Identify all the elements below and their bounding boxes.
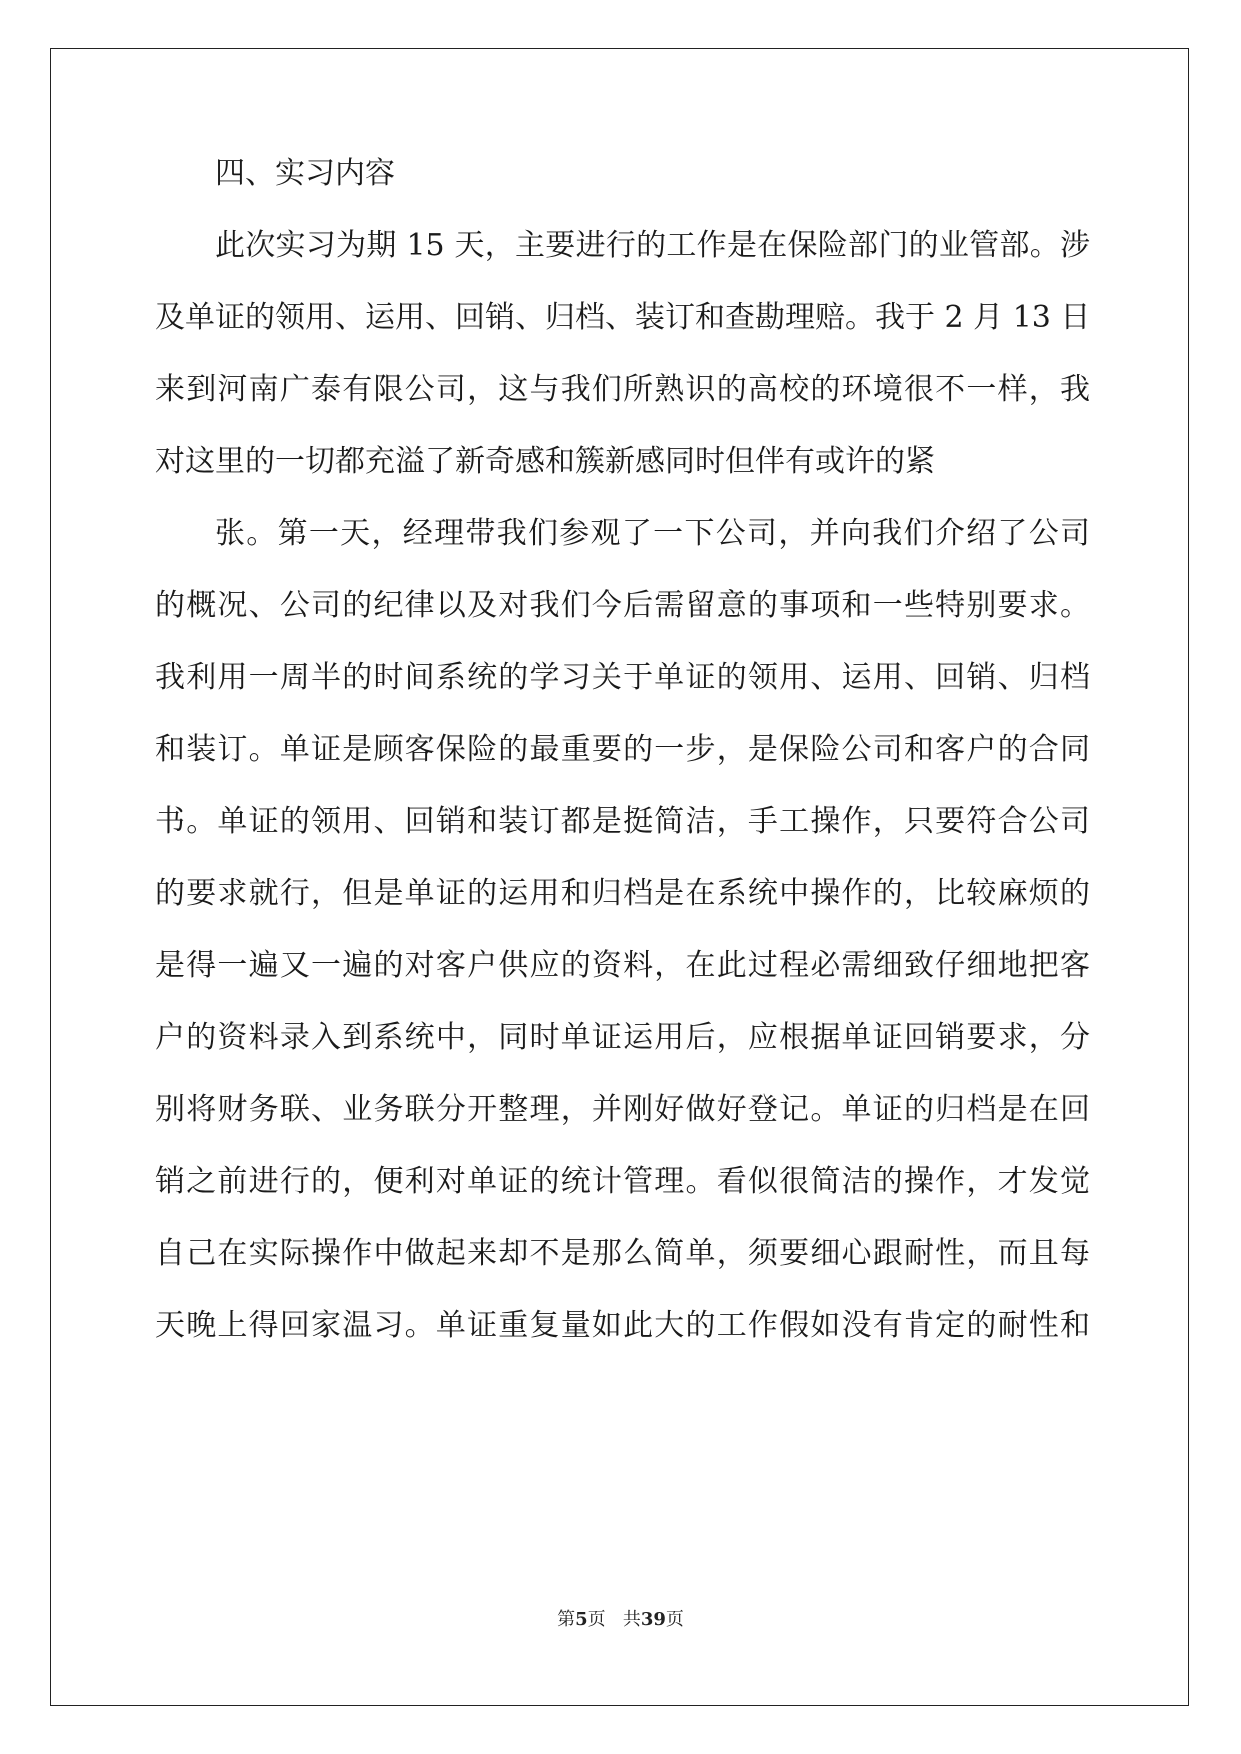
paragraph-line-text: 张。第一天，经理带我们参观了一下公司，并向我们介绍了公司	[215, 516, 1090, 551]
paragraph-line	[0, 946, 1241, 986]
paragraph-line-text: 及单证的领用、运用、回销、归档、装订和查勘理赔。我于 2 月 13 日	[155, 300, 1091, 335]
page-footer	[0, 1608, 1241, 1632]
paragraph-line	[0, 1090, 1241, 1130]
paragraph-line-text: 销之前进行的，便利对单证的统计管理。看似很简洁的操作，才发觉	[155, 1164, 1090, 1199]
footer-page-unit: 页	[587, 1609, 606, 1630]
paragraph-line	[0, 1162, 1241, 1202]
footer-page-prefix: 第	[557, 1609, 576, 1630]
paragraph-line	[0, 370, 1241, 410]
paragraph-line-text: 是得一遍又一遍的对客户供应的资料，在此过程必需细致仔细地把客	[155, 948, 1090, 983]
paragraph-line-text: 别将财务联、业务联分开整理，并刚好做好登记。单证的归档是在回	[155, 1092, 1090, 1127]
footer-page-number: 5	[575, 1609, 588, 1630]
paragraph-line-text: 的要求就行，但是单证的运用和归档是在系统中操作的，比较麻烦的	[155, 876, 1090, 911]
paragraph-line	[0, 586, 1241, 626]
paragraph-line	[0, 802, 1241, 842]
section-heading-row	[0, 154, 1241, 194]
paragraph-line	[0, 298, 1241, 338]
paragraph-line-text: 对这里的一切都充溢了新奇感和簇新感同时但伴有或许的紧	[155, 444, 935, 479]
footer-total-pages: 39	[640, 1609, 666, 1630]
footer-total-prefix: 共	[622, 1609, 641, 1630]
paragraph-line	[0, 1306, 1241, 1346]
paragraph-line	[0, 442, 1241, 482]
paragraph-line-text: 天晚上得回家温习。单证重复量如此大的工作假如没有肯定的耐性和	[155, 1308, 1090, 1343]
paragraph-line-text: 自己在实际操作中做起来却不是那么简单，须要细心跟耐性，而且每	[155, 1236, 1090, 1271]
paragraph-line	[0, 226, 1241, 266]
paragraph-line-text: 和装订。单证是顾客保险的最重要的一步，是保险公司和客户的合同	[155, 732, 1090, 767]
paragraph-line	[0, 658, 1241, 698]
paragraph-line	[0, 1018, 1241, 1058]
section-heading: 四、实习内容	[215, 156, 395, 191]
footer-total-unit: 页	[665, 1609, 684, 1630]
paragraph-line	[0, 730, 1241, 770]
paragraph-line-text: 的概况、公司的纪律以及对我们今后需留意的事项和一些特别要求。	[155, 588, 1090, 623]
paragraph-line	[0, 514, 1241, 554]
paragraph-line	[0, 1234, 1241, 1274]
paragraph-line-text: 来到河南广泰有限公司，这与我们所熟识的高校的环境很不一样，我	[155, 372, 1090, 407]
paragraph-line-text: 我利用一周半的时间系统的学习关于单证的领用、运用、回销、归档	[155, 660, 1090, 695]
paragraph-line	[0, 874, 1241, 914]
paragraph-line-text: 书。单证的领用、回销和装订都是挺简洁，手工操作，只要符合公司	[155, 804, 1090, 839]
paragraph-line-text: 户的资料录入到系统中，同时单证运用后，应根据单证回销要求，分	[155, 1020, 1090, 1055]
paragraph-line-text: 此次实习为期 15 天，主要进行的工作是在保险部门的业管部。涉	[215, 228, 1090, 263]
